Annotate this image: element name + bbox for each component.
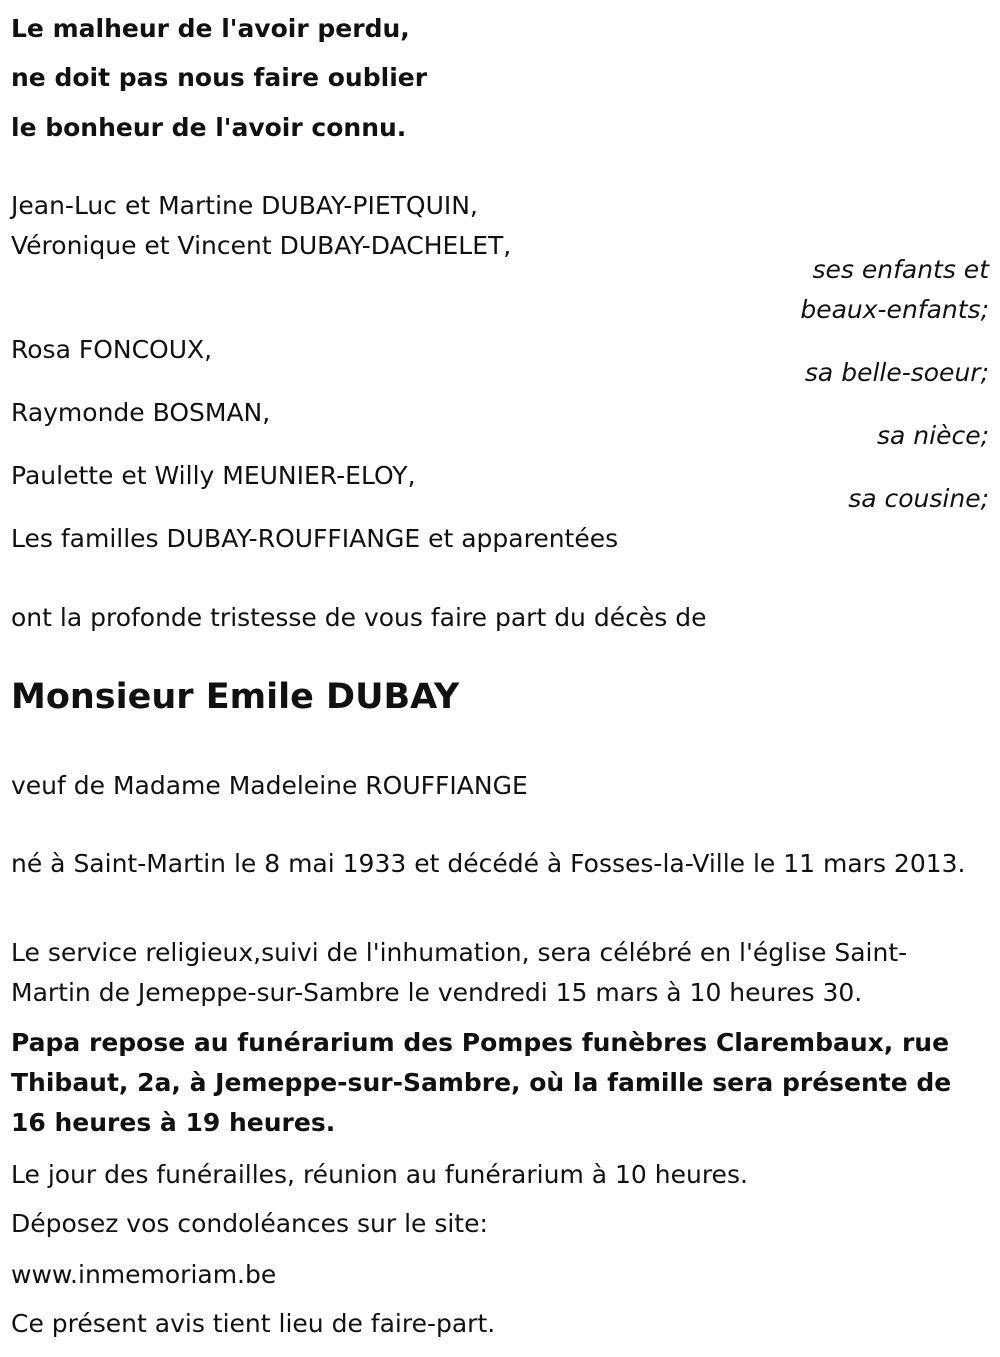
epigraph-line-2: ne doit pas nous faire oublier [11,63,428,92]
epigraph-line-3: le bonheur de l'avoir connu. [11,113,407,142]
niece-name: Raymonde BOSMAN, [11,398,271,427]
niece-role: sa nièce; [876,421,989,450]
notice: Ce présent avis tient lieu de faire-part. [11,1309,496,1338]
website-link[interactable]: www.inmemoriam.be [11,1260,277,1289]
children-role-line-1: ses enfants et [812,255,989,284]
children-line-1: Jean-Luc et Martine DUBAY-PIETQUIN, [11,191,478,220]
birth-death: né à Saint-Martin le 8 mai 1933 et décédé à Fosses-la-Ville le 11 mars 2013. [11,849,966,878]
funeral-day: Le jour des funérailles, réunion au funérarium à 10 heures. [11,1160,748,1189]
cousin-role: sa cousine; [848,484,989,513]
epigraph-line-1: Le malheur de l'avoir perdu, [11,14,410,43]
funerarium-info: Papa repose au funérarium des Pompes funèbres Clarembaux, rue Thibaut, 2a, à Jemeppe-sur-Sambre, où la famille sera présente de 16 heures à 19 heures. [11,1028,952,1137]
sister-in-law-name: Rosa FONCOUX, [11,335,213,364]
children-line-2: Véronique et Vincent DUBAY-DACHELET, [11,231,512,260]
condolences: Déposez vos condoléances sur le site: [11,1209,488,1238]
cousin-name: Paulette et Willy MEUNIER-ELOY, [11,461,416,490]
deceased-name: Monsieur Emile DUBAY [11,677,460,717]
sister-in-law-role: sa belle-soeur; [804,358,989,387]
service-info: Le service religieux,suivi de l'inhumation, sera célébré en l'église Saint-Martin de Jemeppe-sur-Sambre le vendredi 15 mars à 10 heures 30. [11,938,908,1007]
children-role-line-2: beaux-enfants; [800,295,989,324]
widower-of: veuf de Madame Madeleine ROUFFIANGE [11,771,528,800]
announcement: ont la profonde tristesse de vous faire part du décès de [11,603,707,632]
families-line: Les familles DUBAY-ROUFFIANGE et apparentées [11,524,619,553]
